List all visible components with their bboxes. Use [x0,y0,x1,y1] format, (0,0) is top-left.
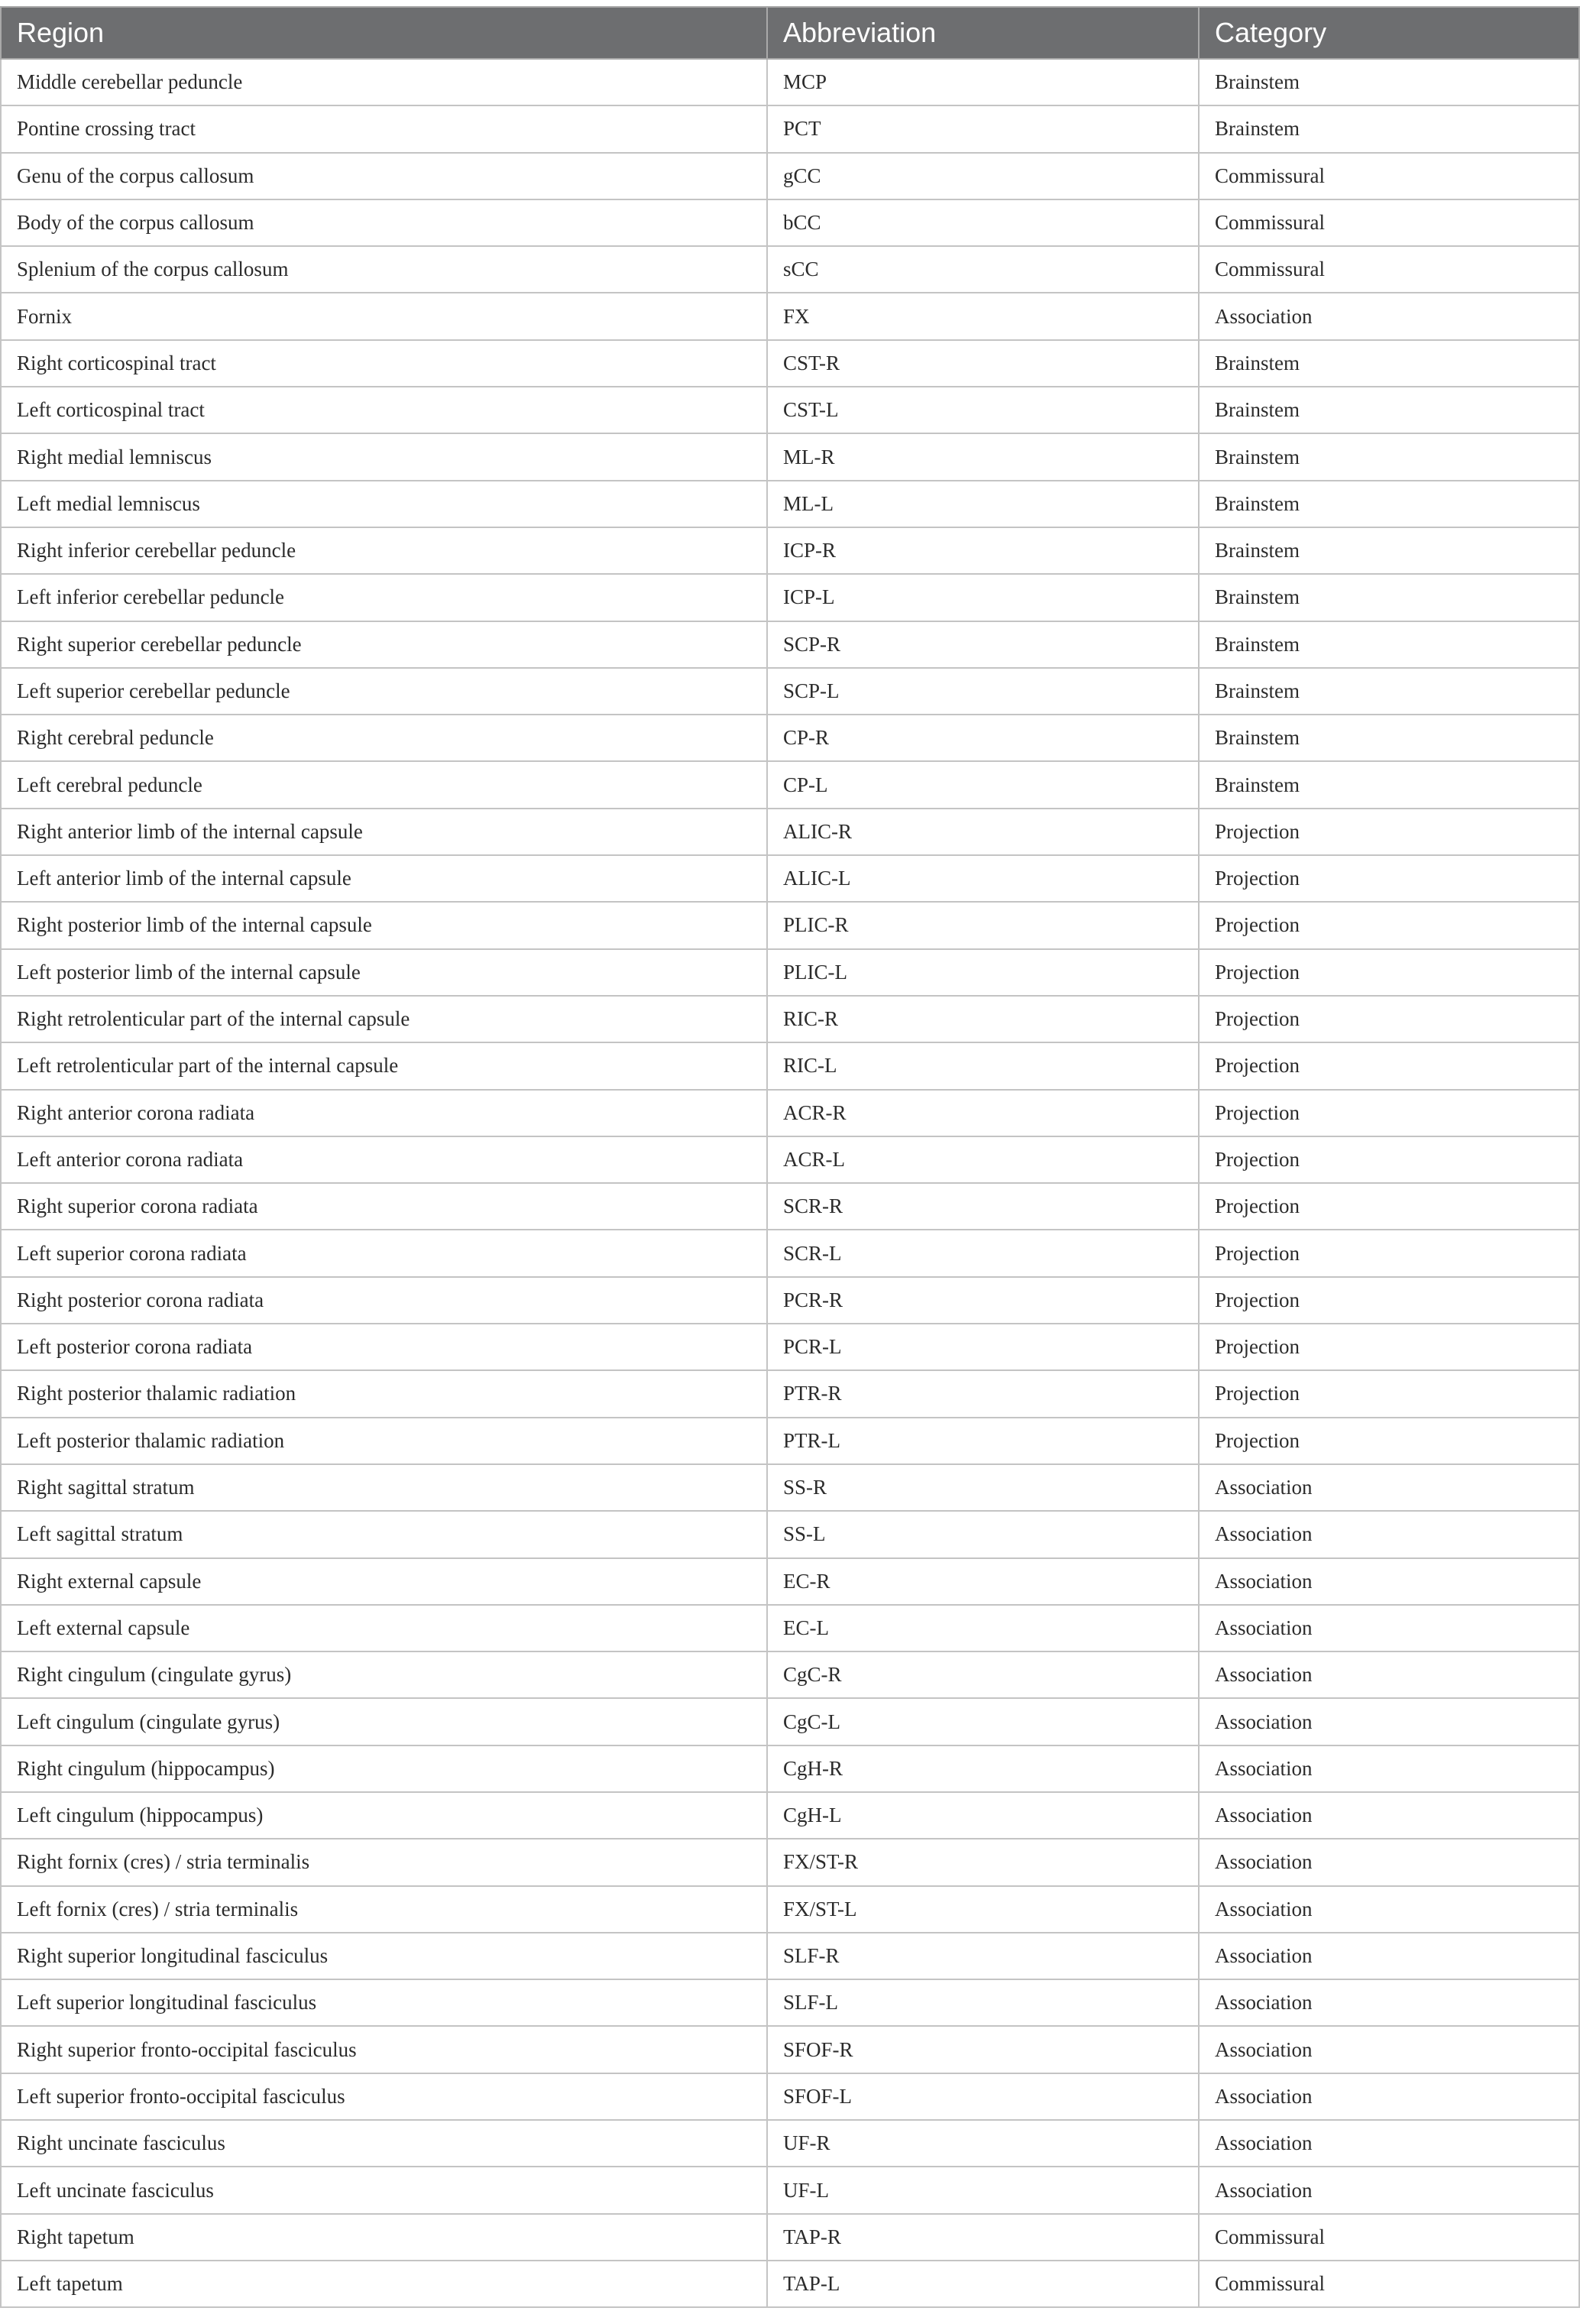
category-cell: Brainstem [1199,761,1579,808]
table-row [1,902,1579,948]
category-cell: Association [1199,1605,1579,1651]
abbreviation-cell: ALIC-L [767,855,1199,902]
abbreviation-cell: RIC-R [767,996,1199,1042]
category-cell: Association [1199,1792,1579,1839]
category-cell: Brainstem [1199,715,1579,761]
category-cell: Association [1199,1464,1579,1511]
table-row [1,809,1579,855]
category-cell: Projection [1199,1370,1579,1417]
abbreviation-cell: PLIC-L [767,949,1199,996]
table-row [1,1933,1579,1979]
category-cell: Commissural [1199,199,1579,246]
region-cell: Right posterior thalamic radiation [1,1370,767,1417]
abbreviation-cell: ML-R [767,433,1199,480]
region-cell: Right inferior cerebellar peduncle [1,527,767,574]
region-cell: Right anterior corona radiata [1,1090,767,1136]
table-row [1,1792,1579,1839]
region-cell: Right tapetum [1,2214,767,2261]
category-cell: Projection [1199,949,1579,996]
table-row [1,1183,1579,1230]
category-cell: Brainstem [1199,481,1579,527]
abbreviation-cell: CST-R [767,340,1199,387]
abbreviation-cell: UF-R [767,2120,1199,2167]
abbreviation-cell: PTR-L [767,1418,1199,1464]
region-cell: Left cerebral peduncle [1,761,767,808]
table-row [1,1324,1579,1370]
abbreviation-cell: SCR-L [767,1230,1199,1276]
category-cell: Projection [1199,1418,1579,1464]
category-cell: Projection [1199,1324,1579,1370]
category-cell: Association [1199,2167,1579,2213]
category-cell: Projection [1199,1277,1579,1324]
category-cell: Brainstem [1199,527,1579,574]
table-row [1,1558,1579,1605]
abbreviation-cell: CgC-R [767,1651,1199,1698]
region-cell: Right cingulum (cingulate gyrus) [1,1651,767,1698]
table-row [1,1418,1579,1464]
table-row [1,1464,1579,1511]
region-cell: Body of the corpus callosum [1,199,767,246]
table-body [1,59,1579,2307]
table-row [1,1886,1579,1933]
region-cell: Left uncinate fasciculus [1,2167,767,2213]
region-table [0,6,1580,2308]
table-row [1,761,1579,808]
table-header [1,7,1579,59]
region-cell: Right sagittal stratum [1,1464,767,1511]
table-row [1,481,1579,527]
region-cell: Left anterior limb of the internal capsule [1,855,767,902]
table-row [1,340,1579,387]
abbreviation-cell: EC-L [767,1605,1199,1651]
category-cell: Association [1199,1839,1579,1885]
table-row [1,246,1579,293]
abbreviation-cell: TAP-R [767,2214,1199,2261]
region-cell: Left inferior cerebellar peduncle [1,574,767,621]
header-category: Category [1199,7,1579,59]
table-row [1,1839,1579,1885]
region-cell: Right superior corona radiata [1,1183,767,1230]
region-cell: Left sagittal stratum [1,1511,767,1557]
table-row [1,2214,1579,2261]
category-cell: Commissural [1199,2261,1579,2307]
category-cell: Brainstem [1199,387,1579,433]
abbreviation-cell: PCR-R [767,1277,1199,1324]
abbreviation-cell: TAP-L [767,2261,1199,2307]
region-cell: Left fornix (cres) / stria terminalis [1,1886,767,1933]
table-row [1,1745,1579,1792]
region-cell: Pontine crossing tract [1,105,767,152]
header-abbreviation: Abbreviation [767,7,1199,59]
abbreviation-cell: PCR-L [767,1324,1199,1370]
region-cell: Middle cerebellar peduncle [1,59,767,105]
category-cell: Projection [1199,855,1579,902]
category-cell: Brainstem [1199,105,1579,152]
table-row [1,1230,1579,1276]
abbreviation-cell: gCC [767,153,1199,199]
table-row [1,293,1579,339]
category-cell: Commissural [1199,246,1579,293]
table-row [1,1370,1579,1417]
region-cell: Right external capsule [1,1558,767,1605]
abbreviation-cell: SCP-L [767,668,1199,715]
table-row [1,1090,1579,1136]
region-cell: Right superior fronto-occipital fasciculus [1,2026,767,2073]
table-row [1,1136,1579,1183]
abbreviation-cell: ICP-R [767,527,1199,574]
region-cell: Right uncinate fasciculus [1,2120,767,2167]
abbreviation-cell: CgH-R [767,1745,1199,1792]
abbreviation-cell: PLIC-R [767,902,1199,948]
abbreviation-cell: SLF-R [767,1933,1199,1979]
category-cell: Association [1199,1933,1579,1979]
abbreviation-cell: RIC-L [767,1042,1199,1089]
abbreviation-cell: PTR-R [767,1370,1199,1417]
table-row [1,527,1579,574]
category-cell: Association [1199,1558,1579,1605]
table-row [1,1277,1579,1324]
table-row [1,855,1579,902]
category-cell: Brainstem [1199,433,1579,480]
region-cell: Right cingulum (hippocampus) [1,1745,767,1792]
category-cell: Projection [1199,902,1579,948]
category-cell: Projection [1199,1042,1579,1089]
category-cell: Projection [1199,1136,1579,1183]
table-row [1,949,1579,996]
abbreviation-cell: SCP-R [767,621,1199,668]
abbreviation-cell: CgC-L [767,1698,1199,1745]
abbreviation-cell: MCP [767,59,1199,105]
abbreviation-cell: ACR-R [767,1090,1199,1136]
table-row [1,574,1579,621]
category-cell: Brainstem [1199,340,1579,387]
table-row [1,621,1579,668]
abbreviation-cell: SS-L [767,1511,1199,1557]
abbreviation-cell: ML-L [767,481,1199,527]
region-cell: Left posterior corona radiata [1,1324,767,1370]
header-row [1,7,1579,59]
abbreviation-cell: EC-R [767,1558,1199,1605]
table-row [1,2073,1579,2120]
table-row [1,2261,1579,2307]
abbreviation-cell: SFOF-R [767,2026,1199,2073]
table-row [1,59,1579,105]
region-cell: Right anterior limb of the internal capsule [1,809,767,855]
region-cell: Left superior cerebellar peduncle [1,668,767,715]
category-cell: Association [1199,1651,1579,1698]
table-row [1,715,1579,761]
category-cell: Brainstem [1199,621,1579,668]
table-row [1,996,1579,1042]
abbreviation-cell: CP-R [767,715,1199,761]
table-row [1,2120,1579,2167]
region-cell: Right superior cerebellar peduncle [1,621,767,668]
table-row [1,1651,1579,1698]
region-cell: Left posterior thalamic radiation [1,1418,767,1464]
table-row [1,1511,1579,1557]
category-cell: Association [1199,2026,1579,2073]
abbreviation-cell: FX/ST-R [767,1839,1199,1885]
table-row [1,199,1579,246]
region-cell: Left superior fronto-occipital fasciculus [1,2073,767,2120]
category-cell: Association [1199,1745,1579,1792]
table-row [1,1979,1579,2026]
category-cell: Brainstem [1199,59,1579,105]
abbreviation-cell: CP-L [767,761,1199,808]
category-cell: Association [1199,1511,1579,1557]
region-cell: Right posterior corona radiata [1,1277,767,1324]
abbreviation-cell: UF-L [767,2167,1199,2213]
abbreviation-cell: SFOF-L [767,2073,1199,2120]
table-row [1,2167,1579,2213]
category-cell: Projection [1199,1230,1579,1276]
abbreviation-cell: ALIC-R [767,809,1199,855]
abbreviation-cell: SCR-R [767,1183,1199,1230]
category-cell: Commissural [1199,153,1579,199]
category-cell: Association [1199,1698,1579,1745]
abbreviation-cell: PCT [767,105,1199,152]
category-cell: Brainstem [1199,574,1579,621]
region-cell: Left cingulum (cingulate gyrus) [1,1698,767,1745]
table-row [1,2026,1579,2073]
region-cell: Left medial lemniscus [1,481,767,527]
abbreviation-cell: FX/ST-L [767,1886,1199,1933]
region-cell: Left external capsule [1,1605,767,1651]
abbreviation-cell: bCC [767,199,1199,246]
region-cell: Splenium of the corpus callosum [1,246,767,293]
table-row [1,668,1579,715]
region-cell: Fornix [1,293,767,339]
region-cell: Left tapetum [1,2261,767,2307]
abbreviation-cell: sCC [767,246,1199,293]
region-cell: Right medial lemniscus [1,433,767,480]
region-cell: Left superior corona radiata [1,1230,767,1276]
region-cell: Right superior longitudinal fasciculus [1,1933,767,1979]
category-cell: Association [1199,1979,1579,2026]
abbreviation-cell: FX [767,293,1199,339]
region-cell: Right retrolenticular part of the internal capsule [1,996,767,1042]
table-row [1,1605,1579,1651]
region-cell: Left anterior corona radiata [1,1136,767,1183]
category-cell: Association [1199,293,1579,339]
region-cell: Left posterior limb of the internal capsule [1,949,767,996]
category-cell: Association [1199,1886,1579,1933]
category-cell: Association [1199,2120,1579,2167]
region-cell: Left cingulum (hippocampus) [1,1792,767,1839]
region-cell: Left superior longitudinal fasciculus [1,1979,767,2026]
table-row [1,433,1579,480]
region-cell: Left corticospinal tract [1,387,767,433]
region-cell: Genu of the corpus callosum [1,153,767,199]
abbreviation-cell: SS-R [767,1464,1199,1511]
table-row [1,1698,1579,1745]
category-cell: Projection [1199,1183,1579,1230]
category-cell: Projection [1199,1090,1579,1136]
table-row [1,387,1579,433]
category-cell: Projection [1199,996,1579,1042]
region-cell: Right corticospinal tract [1,340,767,387]
table-row [1,105,1579,152]
category-cell: Commissural [1199,2214,1579,2261]
abbreviation-cell: ACR-L [767,1136,1199,1183]
abbreviation-cell: CgH-L [767,1792,1199,1839]
table-row [1,1042,1579,1089]
abbreviation-cell: SLF-L [767,1979,1199,2026]
region-cell: Right cerebral peduncle [1,715,767,761]
region-cell: Left retrolenticular part of the internal capsule [1,1042,767,1089]
region-cell: Right fornix (cres) / stria terminalis [1,1839,767,1885]
category-cell: Brainstem [1199,668,1579,715]
abbreviation-cell: CST-L [767,387,1199,433]
header-region: Region [1,7,767,59]
region-table-container [0,6,1578,2308]
table-row [1,153,1579,199]
region-cell: Right posterior limb of the internal capsule [1,902,767,948]
category-cell: Projection [1199,809,1579,855]
category-cell: Association [1199,2073,1579,2120]
abbreviation-cell: ICP-L [767,574,1199,621]
